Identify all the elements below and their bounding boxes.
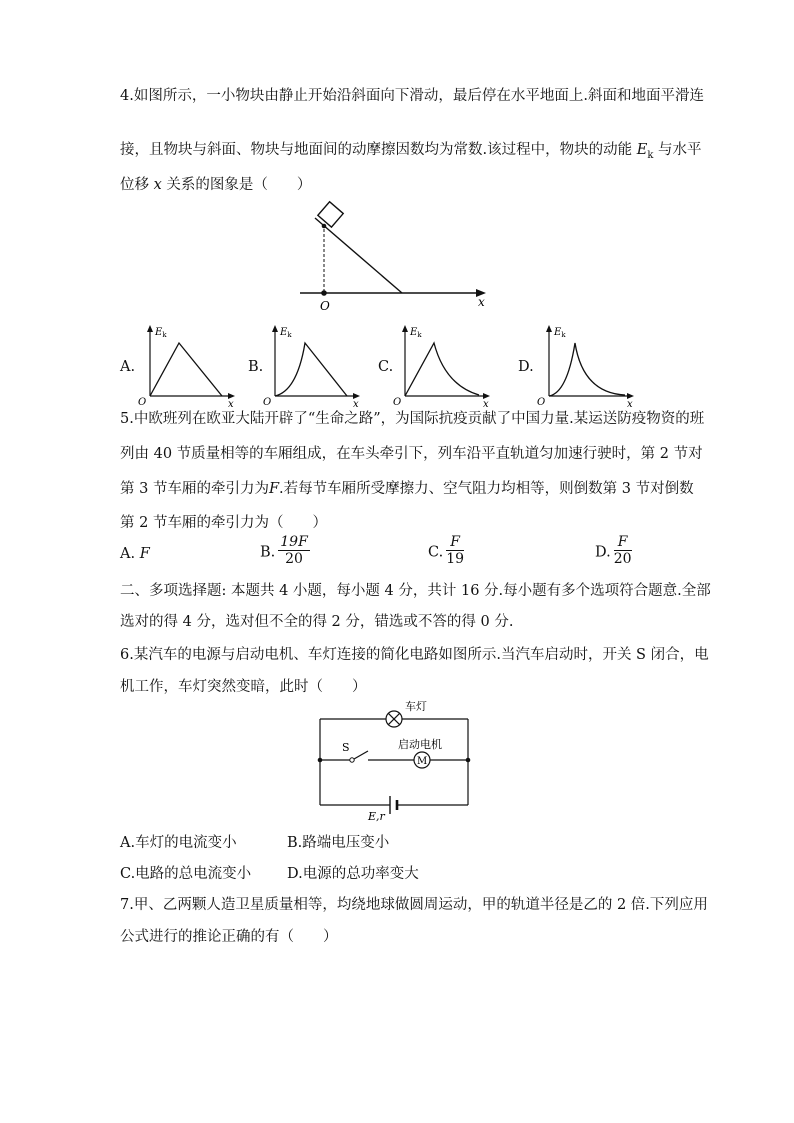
svg-text:O: O: [393, 397, 402, 408]
section-2-line-2: 选对的得 4 分，选对但不全的得 2 分，错选或不答的得 0 分.: [120, 614, 514, 630]
q4-line-3: 位移 x 关系的图象是（ ）: [120, 177, 312, 193]
incline-figure: [290, 205, 500, 315]
q5-option-b[interactable]: B. $\frac{19F}{20}$: [260, 534, 308, 567]
svg-text:x: x: [627, 399, 633, 410]
ek-symbol: E: [636, 142, 648, 158]
circuit-diagram: [318, 697, 474, 827]
q7-line-1: 7.甲、乙两颗人造卫星质量相等，均绕地球做圆周运动，甲的轨道半径是乙的 2 倍.下列应用: [120, 897, 708, 913]
lamp-label: 车灯: [405, 700, 427, 713]
q4-option-a-graph[interactable]: [138, 323, 238, 410]
q5-option-d[interactable]: D. $\frac{F}{20}$: [595, 534, 632, 567]
q6-option-d[interactable]: D.电源的总功率变大: [287, 866, 419, 882]
q4-option-d-label[interactable]: D.: [518, 359, 534, 375]
svg-text:O: O: [537, 397, 546, 408]
section-2-line-1: 二、多项选择题: 本题共 4 小题，每小题 4 分，共计 16 分.每小题有多个选项符合题意.全部: [120, 583, 711, 599]
motor-label: 启动电机: [398, 738, 442, 751]
q5-line-1: 5.中欧班列在欧亚大陆开辟了“生命之路”，为国际抗疫贡献了中国力量.某运送防疫物资的班: [120, 411, 705, 427]
switch-icon: [350, 758, 354, 762]
q4-line-1: 4.如图所示，一小物块由静止开始沿斜面向下滑动，最后停在水平地面上.斜面和地面平滑连: [120, 88, 704, 104]
q6-line-1: 6.某汽车的电源与启动电机、车灯连接的简化电路如图所示.当汽车启动时，开关 S 闭合，电: [120, 647, 709, 663]
incline-x-label: x: [478, 295, 485, 309]
motor-symbol: M: [417, 756, 428, 767]
q4-option-c-label[interactable]: C.: [378, 359, 394, 375]
svg-text:x: x: [228, 399, 234, 410]
svg-text:O: O: [263, 397, 272, 408]
q6-option-a[interactable]: A.车灯的电流变小: [120, 835, 237, 851]
svg-text:Ek: $E_k$: [280, 327, 292, 339]
q5-line-3: 第 3 节车厢的牵引力为F.若每节车厢所受摩擦力、空气阻力均相等，则倒数第 3 节对倒数: [120, 481, 694, 497]
q4-option-b-label[interactable]: B.: [248, 359, 264, 375]
svg-text:Ek: $E_k$: [155, 327, 167, 339]
q4-option-c-graph[interactable]: [393, 323, 493, 410]
svg-text:Ek: $E_k$: [554, 327, 566, 339]
svg-text:x: x: [483, 399, 489, 410]
incline-origin-label: O: [320, 299, 330, 313]
svg-text:x: x: [353, 399, 359, 410]
q6-option-b[interactable]: B.路端电压变小: [287, 835, 390, 851]
q6-line-2: 机工作，车灯突然变暗，此时（ ）: [120, 679, 367, 695]
source-label: E,r: [368, 810, 385, 823]
q5-option-c[interactable]: C. $\frac{F}{19}$: [428, 534, 465, 567]
q5-line-2: 列由 40 节质量相等的车厢组成，在车头牵引下，列车沿平直轨道匀加速行驶时，第 2 节对: [120, 446, 703, 462]
q6-option-c[interactable]: C.电路的总电流变小: [120, 866, 252, 882]
q4-option-b-graph[interactable]: [263, 323, 363, 410]
q4-option-d-graph[interactable]: [537, 323, 637, 410]
svg-text:O: O: [138, 397, 147, 408]
q7-line-2: 公式进行的推论正确的有（ ）: [120, 929, 338, 945]
q4-line-2: 接，且物块与斜面、物块与地面间的动摩擦因数均为常数.该过程中，物块的动能 $E_k$ 与水平: [120, 142, 702, 161]
q5-line-4: 第 2 节车厢的牵引力为（ ）: [120, 515, 327, 531]
q5-option-a[interactable]: A. F: [120, 546, 150, 562]
q4-option-a-label[interactable]: A.: [120, 359, 136, 375]
switch-label: S: [342, 741, 350, 754]
svg-text:Ek: $E_k$: [410, 327, 422, 339]
